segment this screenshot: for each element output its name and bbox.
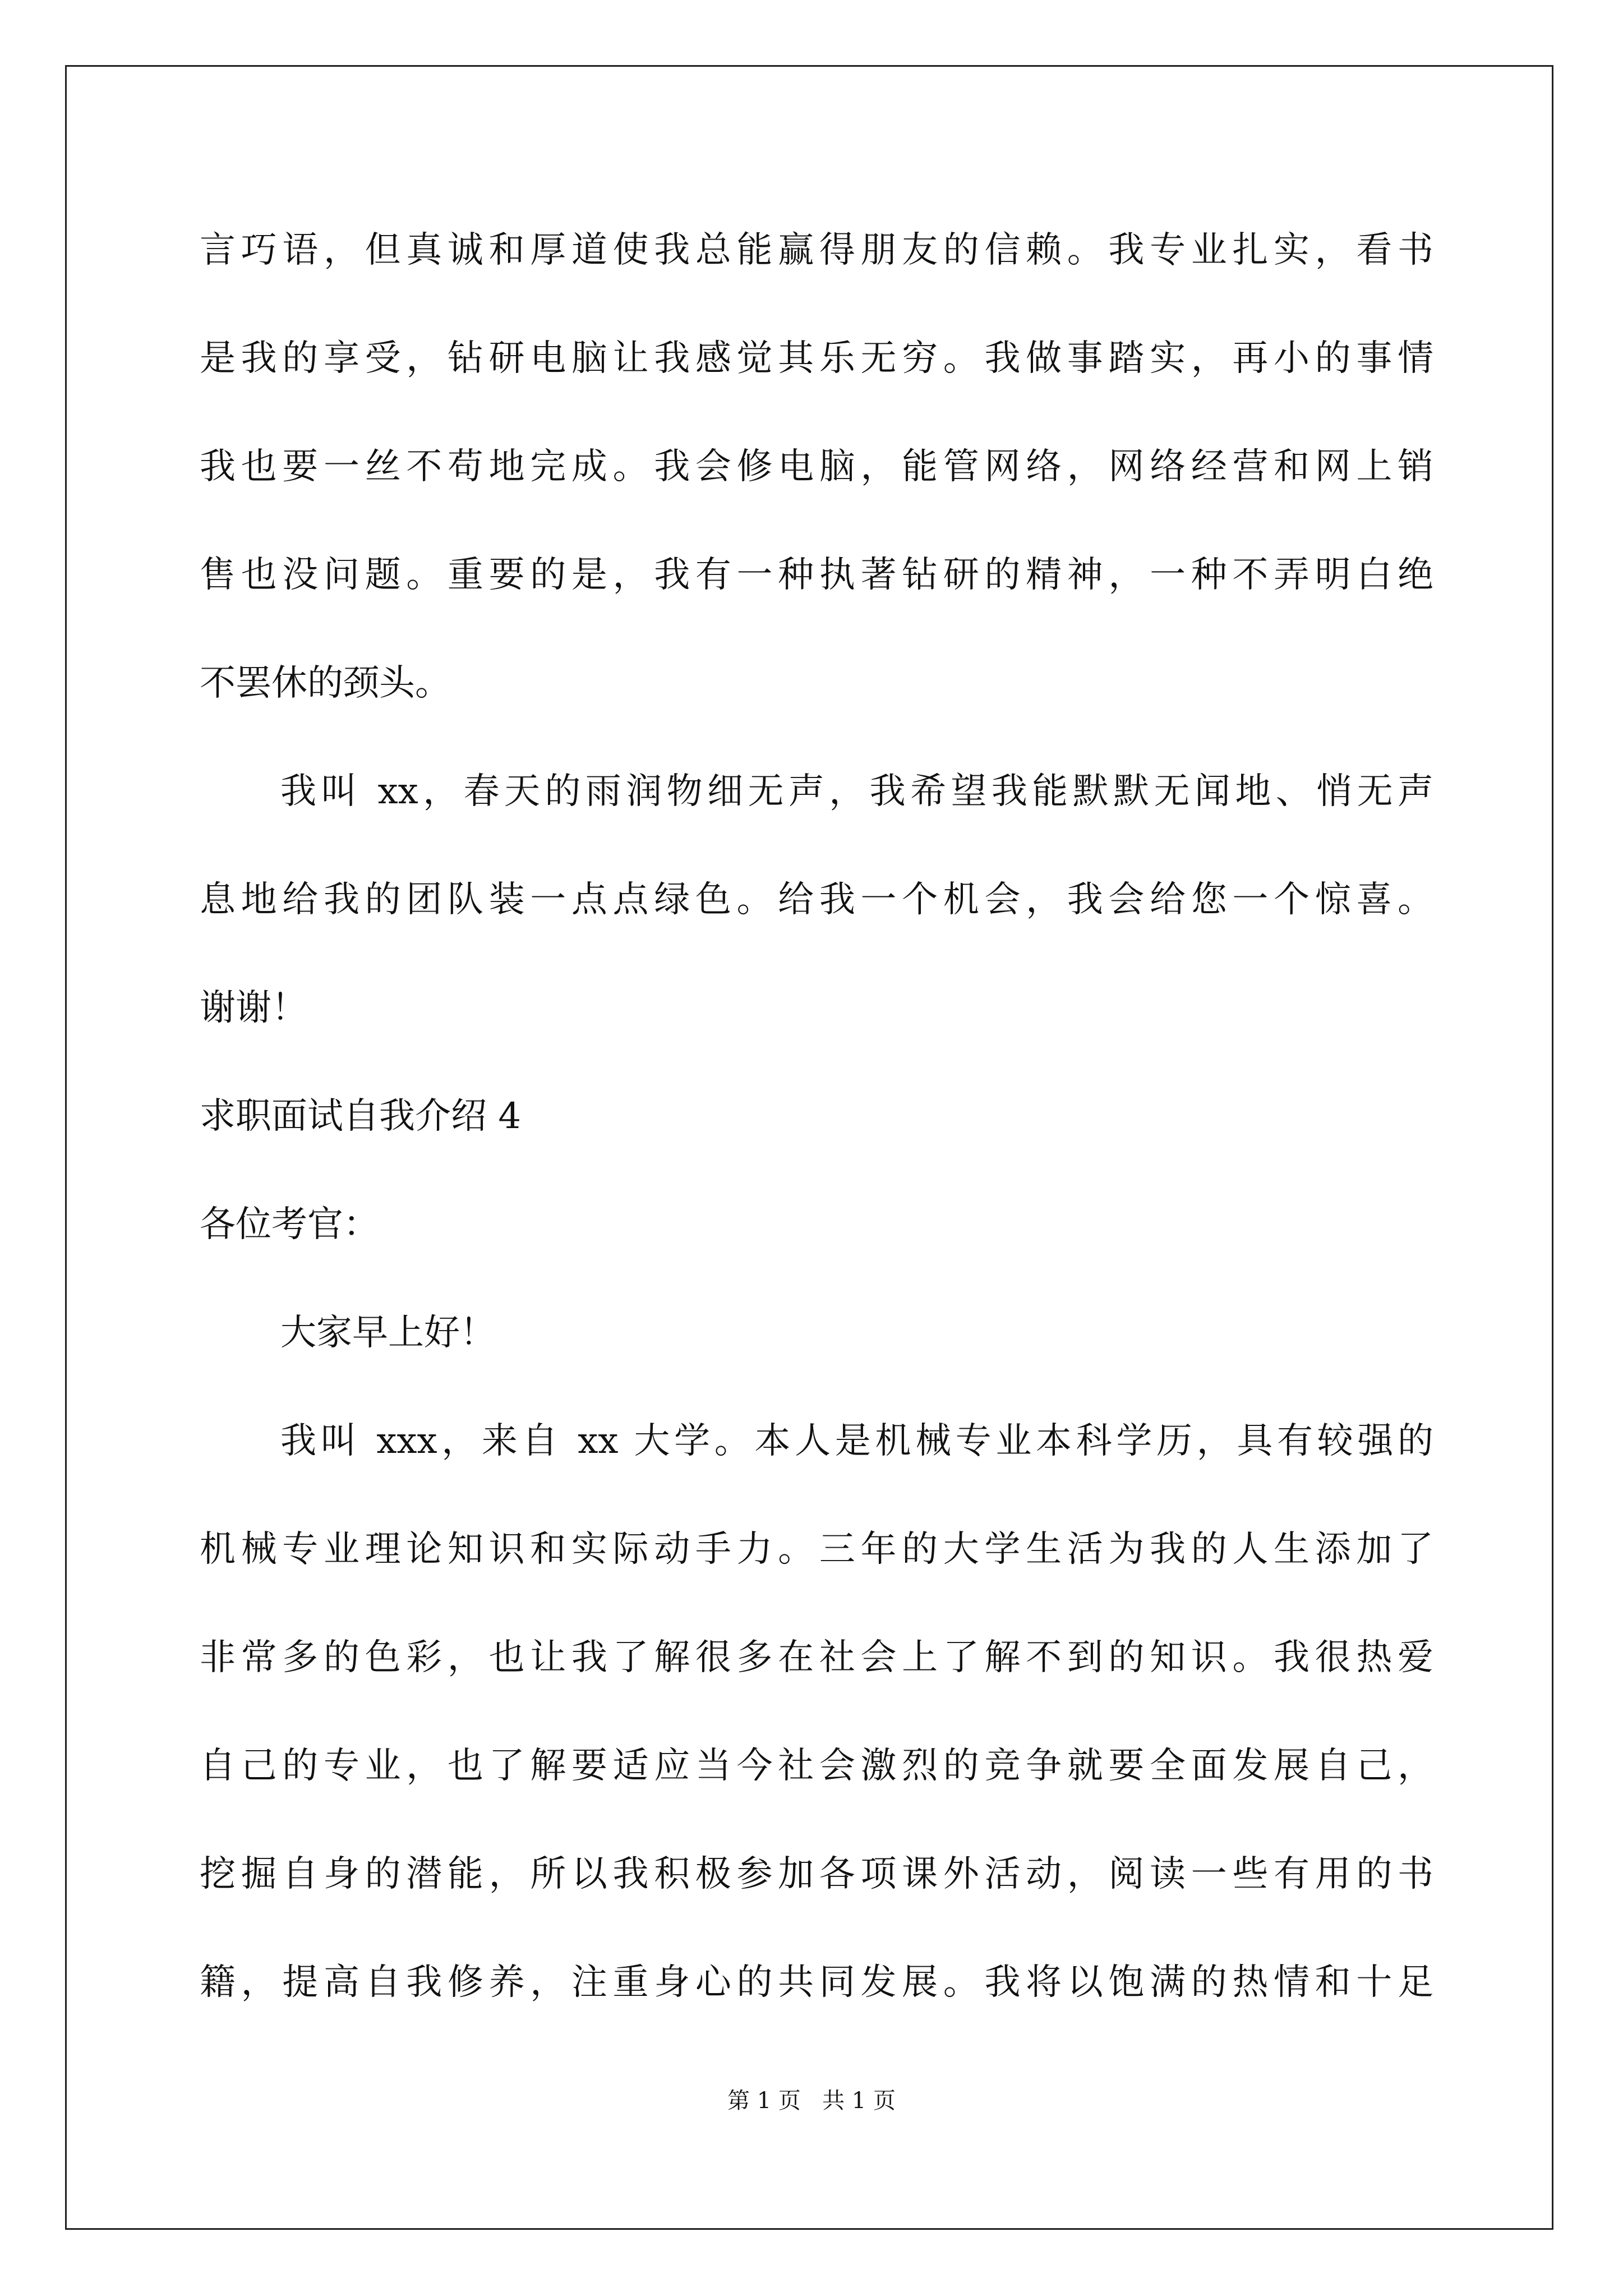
text-line: 挖掘自身的潜能，所以我积极参加各项课外活动，阅读一些有用的书	[200, 1853, 1433, 1895]
section-heading: 求职面试自我介绍 4	[200, 1096, 522, 1137]
text-line: 我叫 xx，春天的雨润物细无声，我希望我能默默无闻地、悄无声	[280, 771, 1433, 812]
text-line: 机械专业理论知识和实际动手力。三年的大学生活为我的人生添加了	[200, 1529, 1433, 1570]
salutation: 各位考官：	[200, 1204, 379, 1245]
text-line: 不罢休的颈头。	[200, 662, 451, 704]
text-line: 息地给我的团队装一点点绿色。给我一个机会，我会给您一个惊喜。	[200, 879, 1433, 921]
greeting: 大家早上好！	[280, 1312, 496, 1354]
text-line: 籍，提高自我修养，注重身心的共同发展。我将以饱满的热情和十足	[200, 1962, 1433, 2003]
text-line: 言巧语，但真诚和厚道使我总能赢得朋友的信赖。我专业扎实，看书	[200, 229, 1433, 271]
page-border	[65, 65, 1553, 2230]
text-line: 非常多的色彩，也让我了解很多在社会上了解不到的知识。我很热爱	[200, 1637, 1433, 1678]
page-footer: 第 1 页 共 1 页	[727, 2088, 896, 2114]
text-line: 售也没问题。重要的是，我有一种执著钻研的精神，一种不弄明白绝	[200, 554, 1433, 596]
text-line: 自己的专业，也了解要适应当今社会激烈的竞争就要全面发展自己，	[200, 1745, 1433, 1787]
text-line: 我叫 xxx，来自 xx 大学。本人是机械专业本科学历，具有较强的	[280, 1420, 1433, 1462]
text-line: 谢谢！	[200, 987, 307, 1029]
text-line: 我也要一丝不苟地完成。我会修电脑，能管网络，网络经营和网上销	[200, 446, 1433, 487]
text-line: 是我的享受，钻研电脑让我感觉其乐无穷。我做事踏实，再小的事情	[200, 338, 1433, 379]
